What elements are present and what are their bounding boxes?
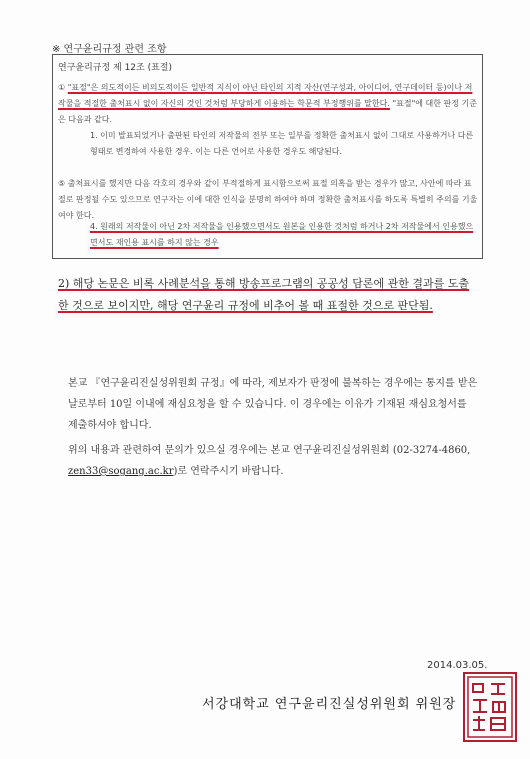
clause-5-marker: ⑤ bbox=[58, 179, 66, 188]
rule-heading: 연구윤리규정 제 12조 (표절) bbox=[58, 63, 172, 73]
appeal-paragraph: 본교 『연구윤리진실성위원회 규정』에 따라, 제보자가 판정에 불복하는 경우에는 통지를 받은 날로부터 10일 이내에 재심요청을 할 수 있습니다. 이 경우에는 이유가 기재된 재심요청서를 제출하셔야 합니다. bbox=[68, 378, 478, 431]
contact-text-pre: 위의 내용과 관련하여 문의가 있으실 경우에는 본교 연구윤리진실성위원회 (02-3274-4860, bbox=[68, 445, 471, 456]
clause-1 bbox=[58, 80, 478, 128]
clause-5-item-4 bbox=[90, 219, 475, 251]
clause-1-text-underlined: "표절"은 의도적이든 비의도적이든 일반적 지식이 아닌 타인의 지적 자산(연구성과, 아이디어, 연구데이터 등)이나 저작물을 적절한 출처표시 없이 자신의 것인 것처럼 부당하게 이용하는 학문적 부정행위를 말한다. bbox=[58, 83, 473, 108]
contact-text-post: )로 연락주시기 바랍니다. bbox=[173, 466, 284, 477]
clause-5 bbox=[58, 176, 478, 224]
finding-paragraph bbox=[58, 273, 478, 317]
clause-1-marker: ① bbox=[58, 83, 66, 92]
contact-paragraph bbox=[68, 440, 478, 482]
clause-1-text-rest: "표절"에 대한 판정 기준은 다음과 같다. bbox=[58, 99, 477, 124]
contact-email-link[interactable]: zen33@sogang.ac.kr bbox=[68, 466, 174, 477]
clause-5-text: 출처표시를 했지만 다음 각호의 경우와 같이 부적절하게 표시함으로써 표절 의혹을 받는 경우가 많고, 사안에 따라 표절로 판정될 수도 있으므로 연구자는 이에 대한 인식을 분명히 하여야 하며 정확한 출처표시를 하도록 특별히 주의를 기울여야 한다. bbox=[58, 179, 478, 220]
document-date: 2014.03.05. bbox=[427, 660, 488, 671]
section-title: ※ 연구윤리규정 관련 조항 bbox=[52, 44, 167, 55]
clause-1-item-1: 1. 이미 발표되었거나 출판된 타인의 저작물의 전부 또는 일부를 정확한 출처표시 없이 그대로 사용하거나 다른 형태로 변경하여 사용한 경우. 이는 다른 언어로 사용한 경우도 해당된다. bbox=[90, 131, 474, 156]
signature-line: 서강대학교 연구윤리진실성위원회 위원장 bbox=[202, 697, 457, 712]
finding-text: 2) 해당 논문은 비록 사례분석을 통해 방송프로그램의 공공성 담론에 관한 결과를 도출한 것으로 보이지만, 해당 연구윤리 규정에 비추어 볼 때 표절한 것으로 판단됨. bbox=[58, 277, 470, 312]
official-seal-icon bbox=[463, 672, 517, 742]
clause-5-item-4-text: 4. 원래의 저작물이 아닌 2차 저작물을 인용했으면서도 원본을 인용한 것처럼 하거나 2차 저작물에서 인용했으면서도 재인용 표시를 하지 않는 경우 bbox=[90, 222, 474, 247]
